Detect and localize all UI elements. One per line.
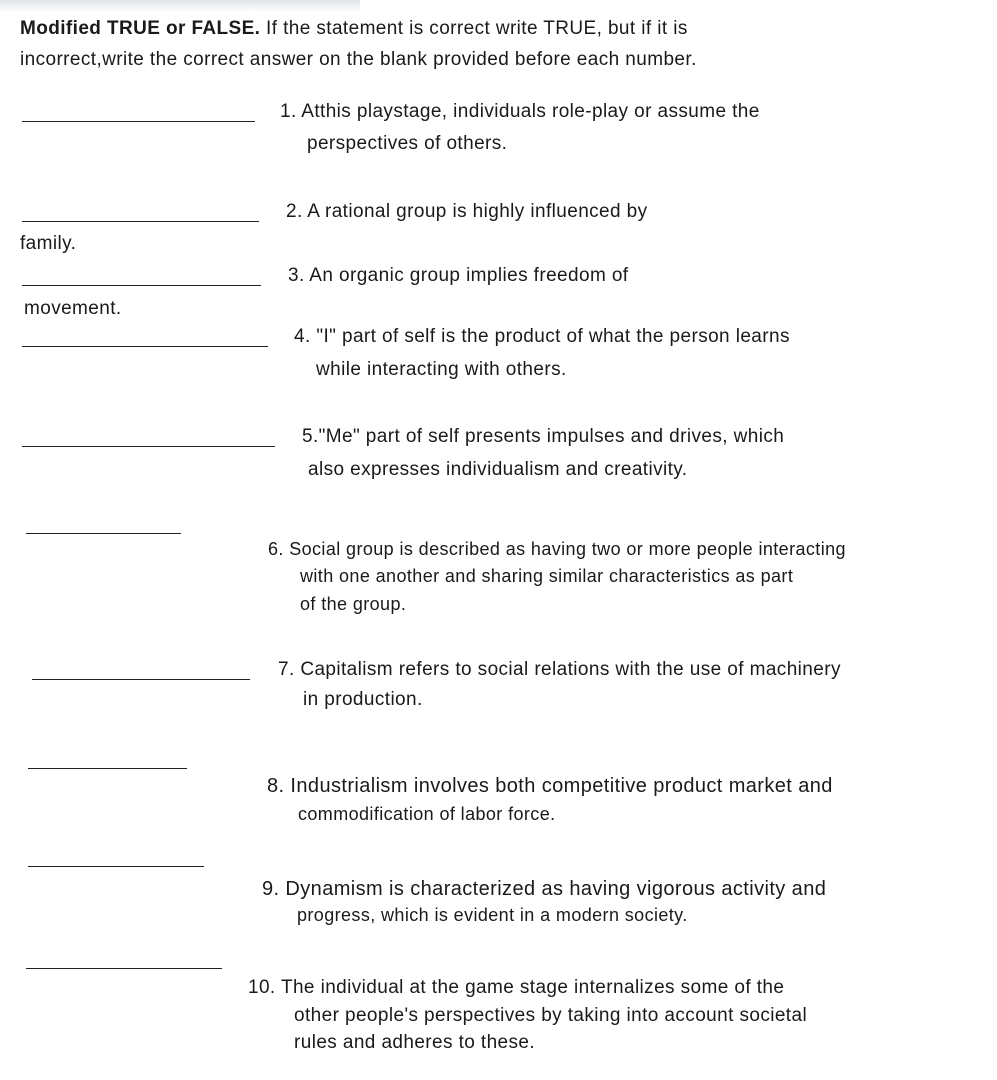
instructions-line-2: incorrect,write the correct answer on the blank provided before each number. bbox=[20, 49, 697, 70]
question-10-line-1: 10. The individual at the game stage internalizes some of the bbox=[248, 977, 785, 998]
answer-blank-7[interactable] bbox=[32, 679, 250, 680]
answer-blank-6[interactable] bbox=[26, 533, 181, 534]
answer-blank-10[interactable] bbox=[26, 968, 222, 969]
question-9-line-2: progress, which is evident in a modern society. bbox=[297, 905, 688, 925]
question-2-line-2: family. bbox=[20, 233, 77, 254]
question-6-line-2: with one another and sharing similar characteristics as part bbox=[300, 566, 794, 586]
question-1-line-2: perspectives of others. bbox=[307, 133, 508, 154]
question-7-line-2: in production. bbox=[303, 689, 423, 710]
question-4-line-1: 4. "I" part of self is the product of what the person learns bbox=[294, 326, 790, 347]
question-8-line-1: 8. Industrialism involves both competitive product market and bbox=[267, 775, 833, 797]
answer-blank-5[interactable] bbox=[22, 446, 275, 447]
question-2-line-1: 2. A rational group is highly influenced by bbox=[286, 201, 648, 222]
answer-blank-9[interactable] bbox=[28, 866, 204, 867]
answer-blank-3[interactable] bbox=[22, 285, 261, 286]
answer-blank-4[interactable] bbox=[22, 346, 268, 347]
question-3-line-2: movement. bbox=[24, 298, 122, 319]
question-6-line-3: of the group. bbox=[300, 594, 407, 614]
cropped-header-strip bbox=[0, 0, 360, 12]
question-10-line-2: other people's perspectives by taking into account societal bbox=[294, 1005, 808, 1026]
instructions-title: Modified TRUE or FALSE. bbox=[20, 18, 261, 39]
question-5-line-2: also expresses individualism and creativity. bbox=[308, 459, 688, 480]
question-8-line-2: commodification of labor force. bbox=[298, 804, 556, 824]
question-6-line-1: 6. Social group is described as having two or more people interacting bbox=[268, 539, 846, 559]
answer-blank-2[interactable] bbox=[22, 221, 259, 222]
question-10-line-3: rules and adheres to these. bbox=[294, 1032, 536, 1053]
instructions-line-1 bbox=[20, 19, 688, 38]
answer-blank-1[interactable] bbox=[22, 121, 255, 122]
question-3-line-1: 3. An organic group implies freedom of bbox=[288, 265, 629, 286]
question-4-line-2: while interacting with others. bbox=[316, 359, 567, 380]
answer-blank-8[interactable] bbox=[28, 768, 187, 769]
question-1-line-1: 1. Atthis playstage, individuals role-play or assume the bbox=[280, 101, 760, 122]
question-9-line-1: 9. Dynamism is characterized as having vigorous activity and bbox=[262, 878, 827, 900]
question-5-line-1: 5."Me" part of self presents impulses and drives, which bbox=[302, 426, 785, 447]
instructions-text: If the statement is correct write TRUE, but if it is bbox=[260, 18, 688, 39]
question-7-line-1: 7. Capitalism refers to social relations with the use of machinery bbox=[278, 659, 841, 680]
